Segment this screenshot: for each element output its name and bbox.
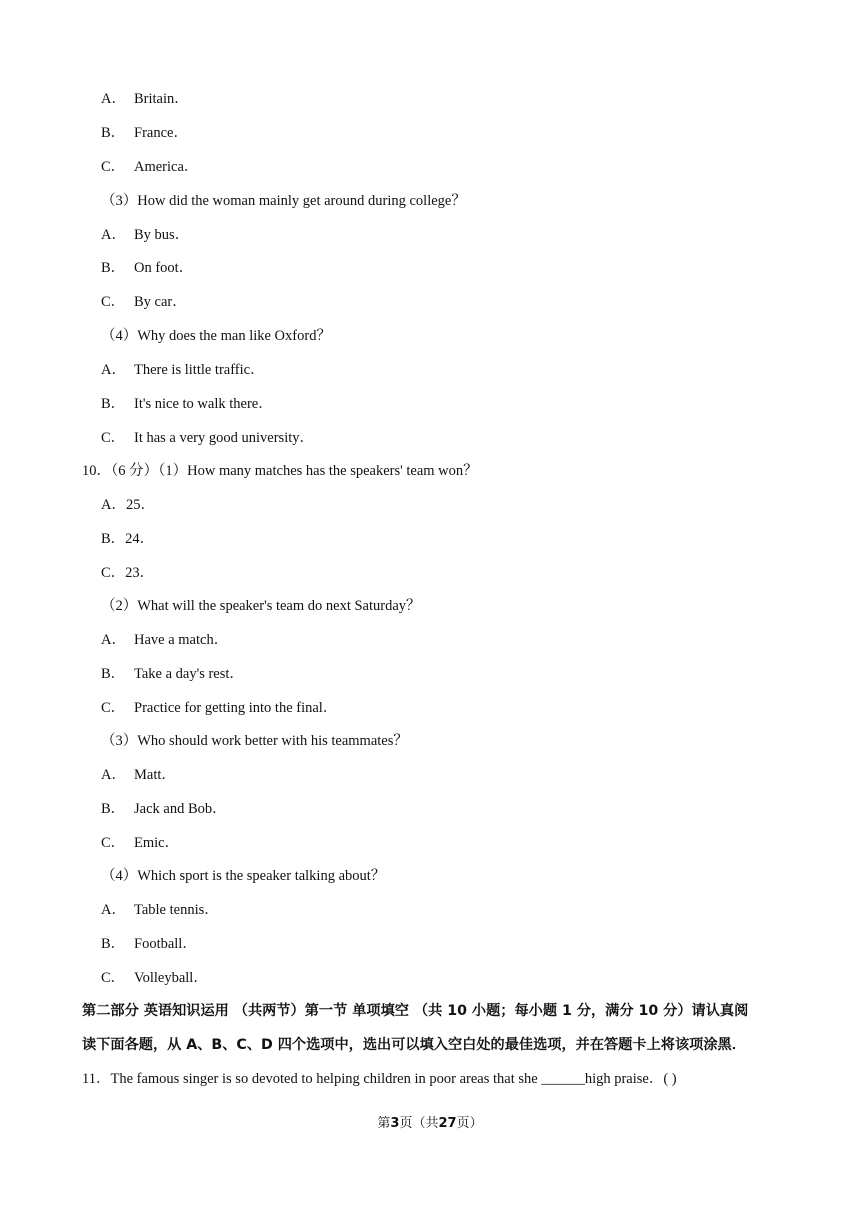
question-11: 11．The famous singer is so devoted to helping children in poor areas that she ______high praise．( ): [82, 1071, 677, 1087]
option-label: B．: [101, 125, 126, 141]
q10-1-option-a: A．25．: [101, 497, 155, 513]
section-2-instructions-line-1: 第二部分 英语知识运用 （共两节）第一节 单项填空 （共 10 小题；每小题 1 分，满分 10 分）请认真阅: [82, 1003, 749, 1019]
option-text: It has a very good university．: [134, 430, 315, 446]
option-label: C．: [101, 970, 126, 986]
option-label: B．: [101, 396, 126, 412]
option-label: C．: [101, 700, 126, 716]
option-label: B．: [101, 666, 126, 682]
option-text: On foot．: [134, 260, 194, 276]
footer-page-number: 3: [390, 1116, 400, 1131]
option-label: C．: [101, 159, 126, 175]
q9-sub-question-3: （3）How did the woman mainly get around during college？: [101, 193, 466, 209]
option-text: Table tennis．: [134, 902, 219, 918]
option-label: B．: [101, 801, 126, 817]
option-text: America．: [134, 159, 199, 175]
footer-suffix: 页）: [456, 1116, 483, 1131]
q10-3-option-b: [101, 800, 227, 818]
option-label: B．: [101, 260, 126, 276]
q9-2-option-a: [101, 90, 189, 108]
option-text: It's nice to walk there．: [134, 396, 273, 412]
option-label: C．: [101, 294, 126, 310]
q10-1-option-b: B．24．: [101, 531, 155, 547]
option-text: Football．: [134, 936, 197, 952]
option-label: A．: [101, 91, 126, 107]
option-text: Emic．: [134, 835, 180, 851]
q9-3-option-a: [101, 226, 189, 244]
q10-4-option-a: [101, 901, 219, 919]
option-text: Practice for getting into the final．: [134, 700, 338, 716]
q10-4-option-c: [101, 969, 208, 987]
option-label: A．: [101, 632, 126, 648]
footer-total-pages: 27: [438, 1116, 457, 1131]
option-text: Matt．: [134, 767, 176, 783]
q10-1-option-c: C．23．: [101, 565, 155, 581]
section-2-instructions-line-2: 读下面各题，从 A、B、C、D 四个选项中，选出可以填入空白处的最佳选项，并在答题卡上将该项涂黑．: [82, 1037, 746, 1053]
q9-2-option-c: [101, 158, 198, 176]
option-text: Have a match．: [134, 632, 229, 648]
q9-sub-question-4: （4）Why does the man like Oxford？: [101, 328, 331, 344]
q10-4-option-b: [101, 935, 197, 953]
option-text: Volleyball．: [134, 970, 208, 986]
q10-3-option-a: [101, 766, 176, 784]
option-text: Britain．: [134, 91, 189, 107]
option-label: C．: [101, 430, 126, 446]
q10-2-option-b: [101, 665, 244, 683]
q9-3-option-b: [101, 259, 193, 277]
q9-4-option-b: [101, 395, 273, 413]
page-footer: [0, 1112, 860, 1131]
option-label: B．: [101, 936, 126, 952]
q9-4-option-c: [101, 429, 314, 447]
option-text: Take a day's rest．: [134, 666, 244, 682]
option-label: A．: [101, 227, 126, 243]
q10-sub-question-4: （4）Which sport is the speaker talking about？: [101, 868, 386, 884]
q9-4-option-a: [101, 361, 265, 379]
q10-2-option-c: [101, 699, 337, 717]
q10-2-option-a: [101, 631, 228, 649]
option-label: C．: [101, 835, 126, 851]
question-10-header: 10．（6 分）（1）How many matches has the speakers' team won？: [82, 463, 478, 479]
q10-sub-question-2: （2）What will the speaker's team do next Saturday？: [101, 598, 421, 614]
footer-prefix: 第: [377, 1116, 391, 1131]
footer-middle: 页（共: [399, 1116, 439, 1131]
option-text: Jack and Bob．: [134, 801, 227, 817]
q10-sub-question-3: （3）Who should work better with his teammates？: [101, 733, 408, 749]
q9-3-option-c: [101, 293, 187, 311]
q9-2-option-b: [101, 124, 188, 142]
option-text: By bus．: [134, 227, 190, 243]
q10-3-option-c: [101, 834, 179, 852]
option-label: A．: [101, 767, 126, 783]
option-text: There is little traffic．: [134, 362, 265, 378]
option-label: A．: [101, 362, 126, 378]
option-label: A．: [101, 902, 126, 918]
option-text: By car．: [134, 294, 187, 310]
option-text: France．: [134, 125, 188, 141]
